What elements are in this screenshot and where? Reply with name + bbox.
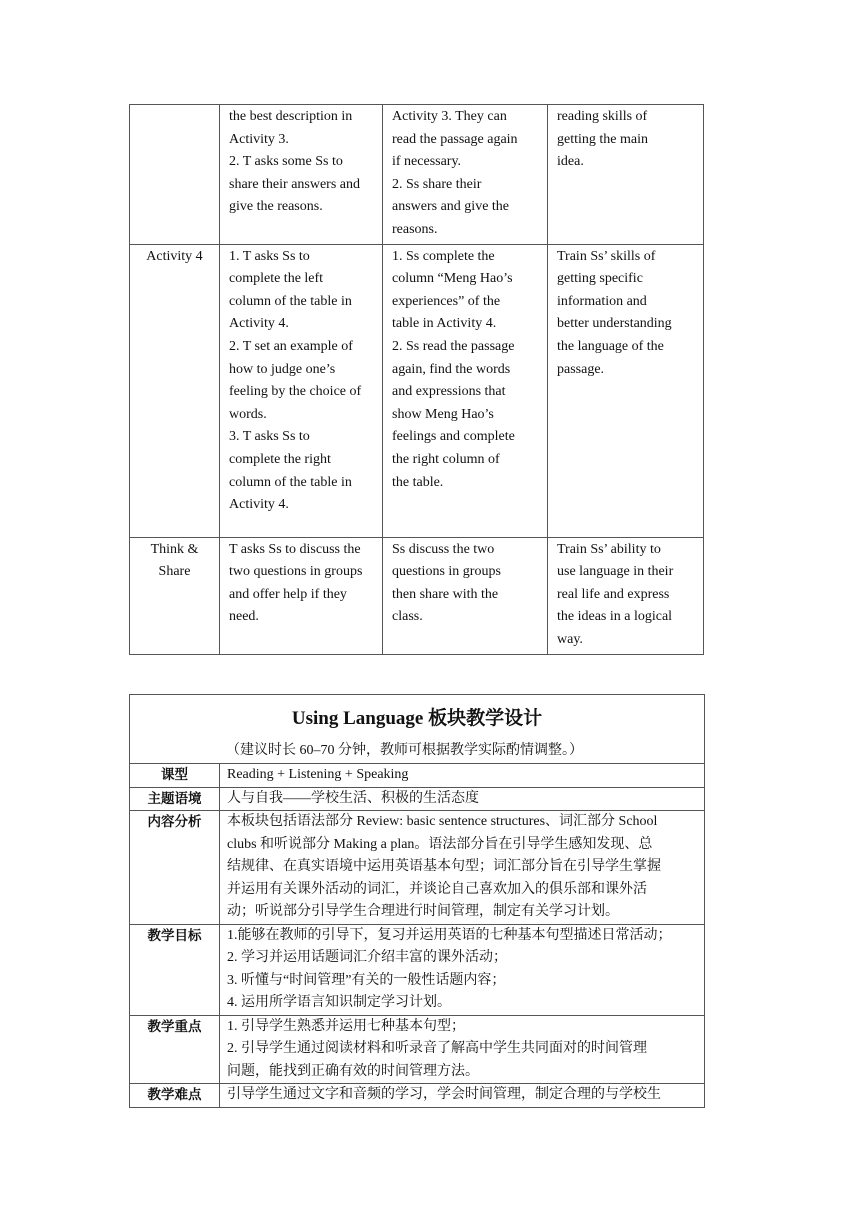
cell-line: use language in their — [557, 564, 674, 580]
cell-line: column “Meng Hao’s — [392, 271, 513, 287]
cell-line: experiences” of the — [392, 293, 501, 309]
cell-line: Train Ss’ ability to — [557, 541, 661, 557]
row-content — [220, 1084, 704, 1107]
cell-line: answers and give the — [392, 199, 510, 215]
cell-line: real life and express — [557, 586, 670, 602]
lesson-design-subtitle: （建议时长 60–70 分钟，教师可根据教学实际酌情调整。） — [226, 743, 583, 758]
content-line: 并运用有关课外活动的词汇，并谈论自己喜欢加入的俱乐部和课外活 — [227, 881, 647, 897]
row-label: 教学难点 — [130, 1084, 220, 1107]
cell-line: 1. T asks Ss to — [229, 248, 310, 264]
row-label: 内容分析 — [130, 811, 220, 924]
content-line: 1. 引导学生熟悉并运用七种基本句型； — [227, 1018, 465, 1034]
lesson-design-title: Using Language 板块教学设计 — [291, 708, 543, 729]
cell-line: passage. — [557, 361, 605, 377]
content-line: 人与自我——学校生活、积极的生活态度 — [227, 790, 479, 806]
row-content — [220, 1016, 704, 1084]
cell-line: idea. — [557, 154, 584, 170]
lesson-design-row — [130, 1015, 704, 1084]
content-line: 1.能够在教师的引导下，复习并运用英语的七种基本句型描述日常活动； — [227, 927, 672, 943]
cell-line: if necessary. — [392, 154, 462, 170]
purpose-cell — [548, 537, 704, 654]
cell-line: class. — [392, 609, 423, 625]
cell-line: the ideas in a logical — [557, 609, 673, 625]
activity-table — [129, 104, 704, 655]
content-line: 4. 运用所学语言知识制定学习计划。 — [227, 995, 451, 1010]
cell-line: Activity 3. — [229, 131, 289, 147]
cell-line: read the passage again — [392, 131, 518, 147]
step-cell — [130, 244, 220, 537]
cell-line: Think & — [150, 541, 199, 557]
row-content — [220, 925, 704, 1015]
activity-row — [130, 537, 704, 654]
purpose-cell — [548, 244, 704, 537]
content-line: 问题，能找到正确有效的时间管理方法。 — [227, 1063, 479, 1079]
lesson-design-table — [129, 694, 705, 1108]
row-content — [220, 764, 704, 787]
content-line: 3. 听懂与“时间管理”有关的一般性话题内容； — [227, 972, 506, 988]
cell-line: two questions in groups — [229, 564, 363, 580]
row-label: 教学重点 — [130, 1016, 220, 1084]
lesson-design-row — [130, 764, 704, 787]
cell-line: the language of the — [557, 338, 664, 354]
cell-line: feelings and complete — [392, 429, 515, 445]
cell-line: Share — [158, 564, 191, 580]
row-label: 课型 — [130, 764, 220, 787]
content-line: clubs 和听说部分 Making a plan。语法部分旨在引导学生感知发现、总 — [227, 836, 653, 852]
lesson-design-row — [130, 1083, 704, 1107]
cell-line: Activity 4 — [146, 248, 203, 264]
cell-line: share their answers and — [229, 176, 361, 192]
cell-line: and expressions that — [392, 384, 506, 400]
content-line: 动；听说部分引导学生合理进行时间管理，制定有关学习计划。 — [227, 904, 619, 919]
cell-line: complete the left — [229, 271, 324, 287]
cell-line: and offer help if they — [229, 586, 347, 602]
student-activity-cell — [383, 244, 548, 537]
lesson-design-row — [130, 810, 704, 924]
cell-line: 2. T asks some Ss to — [229, 154, 343, 170]
row-content — [220, 788, 704, 811]
cell-line: table in Activity 4. — [392, 316, 497, 332]
cell-line: getting specific — [557, 271, 643, 287]
row-label: 教学目标 — [130, 925, 220, 1015]
student-activity-cell — [383, 105, 548, 245]
cell-line: 2. T set an example of — [229, 338, 353, 354]
cell-line: the right column of — [392, 451, 500, 467]
cell-line: questions in groups — [392, 564, 501, 580]
lesson-design-rows — [130, 764, 704, 1107]
cell-line: getting the main — [557, 131, 648, 147]
lesson-design-row — [130, 924, 704, 1015]
cell-line: the table. — [392, 474, 444, 490]
cell-line: way. — [557, 631, 583, 647]
teacher-activity-cell — [220, 537, 383, 654]
student-activity-cell — [383, 537, 548, 654]
cell-line: better understanding — [557, 316, 672, 332]
cell-line: Ss discuss the two — [392, 541, 495, 557]
cell-line: need. — [229, 609, 259, 625]
cell-line: then share with the — [392, 586, 499, 602]
cell-line: feeling by the choice of — [229, 384, 362, 400]
cell-line: the best description in — [229, 109, 353, 124]
cell-line: Activity 3. They can — [392, 109, 507, 124]
cell-line: T asks Ss to discuss the — [229, 541, 361, 557]
purpose-cell — [548, 105, 704, 245]
lesson-design-row — [130, 787, 704, 811]
content-line: Reading + Listening + Speaking — [227, 767, 409, 782]
cell-line: Activity 4. — [229, 316, 289, 332]
lesson-design-header — [130, 695, 704, 764]
cell-line: 1. Ss complete the — [392, 248, 495, 264]
activity-table-body — [130, 105, 704, 655]
content-line: 本板块包括语法部分 Review: basic sentence structures、词汇部分 School — [227, 814, 658, 829]
activity-row — [130, 244, 704, 537]
row-label: 主题语境 — [130, 788, 220, 811]
cell-line: column of the table in — [229, 474, 352, 490]
teacher-activity-cell — [220, 105, 383, 245]
content-line: 引导学生通过文字和音频的学习，学会时间管理，制定合理的与学校生 — [227, 1087, 661, 1102]
teacher-activity-cell — [220, 244, 383, 537]
cell-line: complete the right — [229, 451, 331, 467]
cell-line: 2. Ss share their — [392, 176, 482, 192]
content-line: 2. 学习并运用话题词汇介绍丰富的课外活动； — [227, 950, 507, 965]
step-cell — [130, 105, 220, 245]
cell-line: reading skills of — [557, 109, 648, 124]
cell-line: 3. T asks Ss to — [229, 429, 310, 445]
cell-line: reasons. — [392, 221, 438, 237]
cell-line: 2. Ss read the passage — [392, 338, 515, 354]
cell-line: Activity 4. — [229, 497, 289, 513]
step-cell — [130, 537, 220, 654]
cell-line: how to judge one’s — [229, 361, 336, 377]
cell-line: again, find the words — [392, 361, 511, 377]
cell-line: show Meng Hao’s — [392, 406, 494, 422]
content-line: 结规律、在真实语境中运用英语基本句型；词汇部分旨在引导学生掌握 — [227, 859, 661, 874]
activity-row — [130, 105, 704, 245]
cell-line: give the reasons. — [229, 199, 323, 215]
cell-line: column of the table in — [229, 293, 352, 309]
cell-line: Train Ss’ skills of — [557, 248, 656, 264]
cell-line: words. — [229, 406, 267, 422]
content-line: 2. 引导学生通过阅读材料和听录音了解高中学生共同面对的时间管理 — [227, 1041, 647, 1056]
row-content — [220, 811, 704, 924]
cell-line: information and — [557, 293, 647, 309]
